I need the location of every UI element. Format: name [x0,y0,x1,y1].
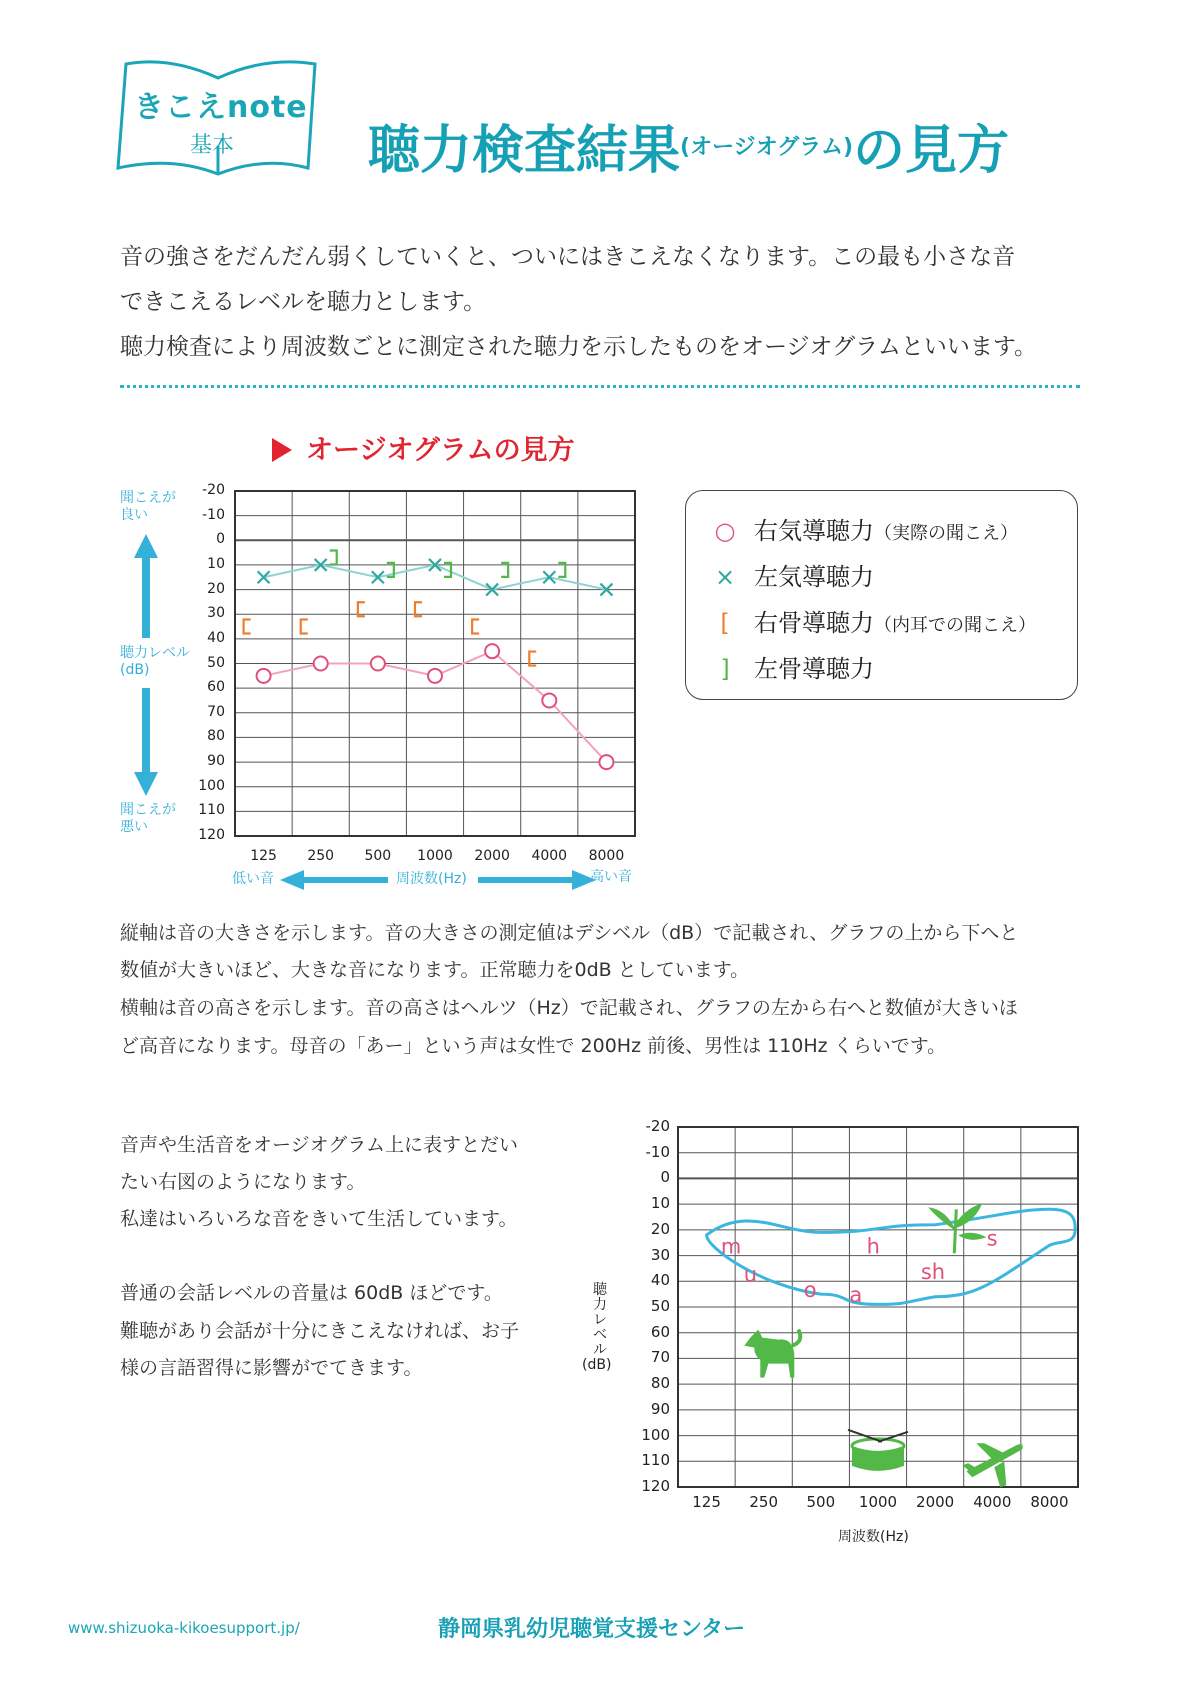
y-tick-label: 50 [650,1297,670,1315]
title-tail: の見方 [853,121,1010,181]
x-tick-label: 1000 [417,848,453,864]
y-tick-label: 40 [207,629,225,646]
bottom-text-5: 普通の会話レベルの音量は 60dB ほどです。 [120,1282,503,1304]
speech-banana-chart [0,1100,1190,1550]
logo-subtitle: 基本 [190,133,235,158]
data-point-circle [428,669,442,683]
y-tick-label: 80 [650,1374,670,1393]
y-tick-label: 20 [207,580,225,597]
bottom-text-2: たい右図のようになります。 [120,1171,366,1193]
data-point-circle [542,693,556,707]
y-tick-label: -10 [202,506,225,523]
title-main: 聴力検査結果 [368,121,681,181]
data-point-bracket-left [244,620,251,634]
axis-label-frequency: 周波数(Hz) [396,871,467,887]
section-title-text: オージオグラムの見方 [306,435,575,466]
dog-tail [792,1330,800,1346]
y-tick-label: 120 [641,1477,670,1495]
legend-item-right-air [710,511,1018,546]
data-point-circle [599,755,613,769]
bottom-text-3: 私達はいろいろな音をきいて生活しています。 [120,1208,518,1230]
y-tick-label: 0 [216,531,225,548]
y-tick-label: 60 [207,679,225,696]
legend-label: 右骨導聴力 [754,609,874,637]
legend-box [685,490,1078,700]
right-bracket-icon: ] [720,655,730,683]
x-tick-label: 500 [806,1493,836,1511]
intro-line-1: 音の強さをだんだん弱くしていくと、ついにはきこえなくなります。この最も小さな音 [120,244,1016,270]
intro-line-2: できこえるレベルを聴力とします。 [120,289,487,315]
leaf-stem [954,1209,956,1253]
title-paren: (オージオグラム) [680,135,854,160]
legend-note: （実際の聞こえ） [874,523,1018,544]
data-point-circle [485,644,499,658]
y-tick-label: 100 [641,1425,670,1444]
airplane-icon [962,1443,1022,1487]
y-tick-label: 90 [207,753,225,770]
y-tick-label: 50 [207,654,225,671]
y-tick-label: 30 [650,1245,670,1264]
intro-line-3: 聴力検査により周波数ごとに測定された聴力を示したものをオージオグラムといいます。 [120,334,1038,360]
leaf-icon [928,1203,986,1253]
y-tick-label: 110 [198,802,225,819]
x-tick-label: 250 [749,1493,779,1511]
axis-label-good: 聞こえが 良い [120,490,176,523]
y-tick-label: 10 [650,1194,670,1213]
legend-label: 右気導聴力 [754,517,874,545]
y-tick-label: 120 [198,827,225,843]
phoneme-label: o [803,1278,817,1302]
y-tick-label: 10 [207,555,225,572]
footer-organization: 静岡県乳幼児聴覚支援センター [438,1617,746,1642]
x-tick-label: 125 [692,1493,721,1511]
axis-label-level: 聴力レベル (dB) [120,645,190,678]
phoneme-label: h [866,1234,880,1259]
plane-wing [994,1461,1006,1487]
explanation-line-1: 縦軸は音の大きさを示します。音の大きさの測定値はデシベル（dB）で記載され、グラフの上から下へと [120,922,1019,944]
circle-icon: ○ [714,517,736,545]
speech-banana [707,1209,1076,1304]
data-point-circle [257,669,271,683]
explanation-line-2: 数値が大きいほど、大きな音になります。正常聴力を0dB としています。 [120,959,750,981]
explanation-line-4: ど高音になります。母音の「あー」という声は女性で 200Hz 前後、男性は 110Hz くらいです。 [120,1035,947,1057]
y-tick-label: 80 [207,728,225,745]
legend-label: 左骨導聴力 [754,655,874,683]
y-tick-label: 70 [650,1348,670,1367]
y-tick-label: 20 [650,1219,670,1238]
legend-item-right-bone [710,603,1036,638]
axis-label-bad: 聞こえが 悪い [120,802,176,835]
y-tick-label: -10 [645,1142,670,1161]
y-tick-label: 30 [207,605,225,622]
y-tick-label: 0 [660,1168,670,1187]
y-tick-label: 70 [207,703,225,720]
y-tick-label: -20 [202,482,225,498]
dog-body [744,1330,794,1378]
chart2-xlabel: 周波数(Hz) [838,1529,909,1545]
phoneme-label: m [720,1234,742,1259]
explanation-line-3: 横軸は音の高さを示します。音の高さはヘルツ（Hz）で記載され、グラフの左から右へと数値が大きいほ [120,997,1018,1019]
horizontal-arrow-icon [278,868,598,892]
x-tick-label: 125 [250,848,277,864]
data-point-circle [314,657,328,671]
leaf-shape [928,1207,956,1231]
bottom-text-1: 音声や生活音をオージオグラム上に表すとだい [120,1134,519,1156]
data-point-bracket-right [330,551,337,565]
legend-note: （内耳での聞こえ） [874,615,1036,636]
x-tick-label: 2000 [916,1493,955,1511]
axis-label-low: 低い音 [232,871,274,887]
x-tick-label: 1000 [858,1493,898,1511]
y-tick-label: 100 [198,777,225,794]
bottom-text-7: 様の言語習得に影響がでてきます。 [120,1357,423,1379]
x-tick-label: 500 [364,848,392,864]
chart2-ylabel: 聴 力 レ ベ ル (dB) [582,1282,612,1373]
x-tick-label: 250 [307,848,335,864]
cross-icon: × [714,563,736,591]
y-tick-label: -20 [645,1117,670,1135]
phoneme-label: s [986,1226,998,1251]
axis-label-high: 高い音 [590,869,632,885]
y-tick-label: 60 [650,1322,670,1341]
y-tick-label: 110 [641,1451,670,1470]
x-tick-label: 4000 [973,1493,1012,1511]
legend-label: 左気導聴力 [754,563,874,591]
legend-item-left-air [710,557,874,592]
y-tick-label: 40 [650,1271,670,1290]
data-point-bracket-left [472,620,479,634]
left-bracket-icon: [ [720,609,730,637]
x-tick-label: 4000 [531,848,568,864]
x-tick-label: 2000 [474,848,510,864]
y-tick-label: 90 [650,1399,670,1418]
bottom-text-6: 難聴があり会話が十分にきこえなければ、お子 [120,1320,520,1342]
series-line [264,565,607,590]
legend-item-left-bone [710,649,874,684]
phoneme-label: u [743,1262,758,1287]
footer-url-link[interactable]: www.shizuoka-kikoesupport.jp/ [68,1619,300,1637]
phoneme-label: a [849,1283,863,1308]
x-tick-label: 8000 [1030,1493,1069,1511]
data-point-bracket-left [301,620,308,634]
data-point-circle [371,657,385,671]
leaf-shape [958,1233,986,1240]
x-tick-label: 8000 [588,848,625,864]
phoneme-label: sh [920,1260,946,1284]
logo-title: きこえnote [134,90,308,125]
